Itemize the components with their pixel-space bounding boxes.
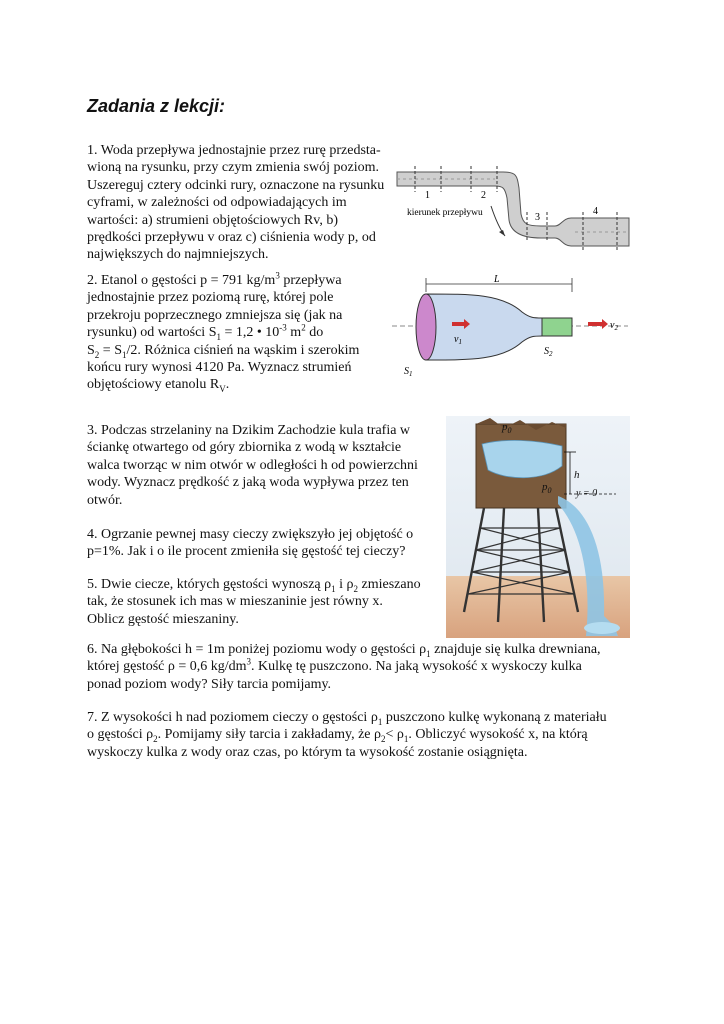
task-2 (87, 272, 387, 394)
origin-label: y = 0 (576, 488, 598, 499)
water-surface (482, 440, 562, 477)
narrowing-pipe-figure (392, 274, 632, 384)
task-6-line: ponad poziom wody? Siły tarcia pomijamy. (87, 676, 332, 692)
task-1-line: cyframi, w zależności od odpowiadających im (87, 195, 347, 211)
task-5 (87, 576, 437, 628)
task-7-line: 7. Z wysokości h nad poziomem cieczy o gęstości $\rho_1$ puszczono kulkę wykonaną z materiału (87, 710, 607, 727)
height-label: h (574, 469, 580, 481)
task-1 (87, 142, 407, 264)
section-label-2: 2 (481, 190, 486, 201)
pressure-label-top: $p_0$ (502, 421, 512, 435)
task-1-line: wartości: a) strumieni objętościowych Rv, b) (87, 212, 339, 228)
task-2-line: końcu rury wynosi 4120 Pa. Wyznacz strumień (87, 360, 352, 376)
task-1-line: Uszereguj cztery odcinki rury, oznaczone na rysunku (87, 177, 385, 193)
pressure-label-hole: $p_0$ (542, 481, 552, 495)
task-7-line: wyskoczy kulka z wody oraz czas, po którym ta wysokość zostanie osiągnięta. (87, 744, 528, 760)
velocity-label-1: $v_1$ (454, 334, 462, 346)
velocity-arrow-2-icon (588, 319, 608, 329)
task-4-line: p=1%. Jak i o ile procent zmieniła się gęstość tej cieczy? (87, 544, 406, 560)
task-1-line: największych do najmniejszych. (87, 247, 269, 263)
task-3 (87, 422, 437, 509)
task-5-line: Oblicz gęstość mieszaniny. (87, 611, 239, 627)
task-6-line: 6. Na głębokości h = 1m poniżej poziomu wody o gęstości $\rho_1$ znajduje się kulka drewniana, (87, 642, 601, 659)
water-tower-figure (446, 416, 630, 638)
task-2-line: 2. Etanol o gęstości p = 791 $kg/m^3$ przepływa (87, 270, 342, 288)
task-2-line: $S_2 = S_1/2$. Różnica ciśnień na wąskim i szerokim (87, 342, 360, 360)
task-4 (87, 526, 437, 561)
pipe-level-figure (395, 158, 633, 250)
task-6-line: której gęstość ρ = 0,6 $kg/dm^3$. Kulkę tę puszczono. Na jaką wysokość x wyskoczy kulka (87, 656, 582, 675)
task-7-line: o gęstości $\rho_2$. Pomijamy siły tarcia i zakładamy, że $\rho_2< \rho_1$. Obliczyć wysokość x, na którą (87, 727, 588, 745)
task-3-line: walca tworząc w nim otwór w odległości h od powierzchni (87, 457, 418, 473)
task-3-line: otwór. (87, 492, 123, 508)
task-6 (87, 641, 647, 693)
task-7 (87, 709, 647, 761)
section-label-1: 1 (425, 190, 430, 201)
task-2-line: objętościowy etanolu $R_V$. (87, 377, 230, 395)
task-4-line: 4. Ogrzanie pewnej masy cieczy zwiększyło jej objętość o (87, 527, 414, 542)
task-5-line: tak, że stosunek ich mas w mieszaninie jest równy x. (87, 594, 383, 610)
task-2-line: rysunku) od wartości $S_1 = 1,2$ • $10^{-3}$ $m^2$ do (87, 322, 324, 343)
velocity-label-2: $v_2$ (610, 320, 618, 332)
length-label: L (494, 274, 500, 285)
task-3-line: wody. Wyznacz prędkość z jaką woda wypływa przez ten (87, 475, 409, 491)
area-label-s1: $S_1$ (404, 366, 413, 378)
section-label-4: 4 (593, 206, 598, 217)
cross-section-s2 (542, 318, 572, 336)
task-2-line: jednostajnie przez poziomą rurę, której pole (87, 290, 334, 306)
task-5-line: 5. Dwie ciecze, których gęstości wynoszą $\rho_1$ i $\rho_2$ zmieszano (87, 577, 421, 594)
task-1-line: wioną na rysunku, przy czym zmienia swój poziom. (87, 160, 379, 176)
page-title: Zadania z lekcji: (87, 96, 226, 116)
task-3-line: ściankę otwartego od góry zbiornika z wodą w kształcie (87, 440, 402, 456)
flow-direction-label: kierunek przepływu (407, 208, 483, 218)
cross-section-s1 (416, 294, 436, 360)
section-label-3: 3 (535, 212, 540, 223)
task-1-line: 1. Woda przepływa jednostajnie przez rurę przedsta- (87, 143, 381, 158)
task-2-line: przekroju poprzecznego zmniejsza się (jak na (87, 307, 343, 323)
task-1-line: prędkości przepływu v oraz c) ciśnienia wody p, od (87, 230, 376, 246)
task-3-line: 3. Podczas strzelaniny na Dzikim Zachodzie kula trafia w (87, 423, 411, 438)
area-label-s2: $S_2$ (544, 346, 553, 358)
